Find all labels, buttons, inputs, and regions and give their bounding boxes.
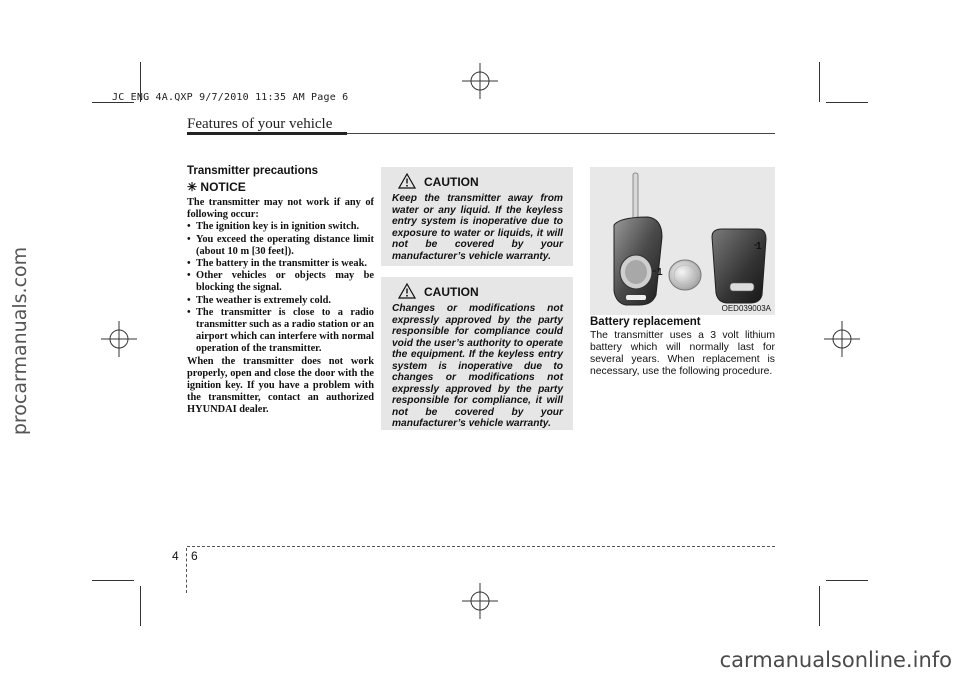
list-item: • The ignition key is in ignition switch. [187,221,374,233]
print-slug: JC ENG 4A.QXP 9/7/2010 11:35 AM Page 6 [112,92,349,103]
caution-header [392,173,563,191]
crop-mark [819,586,820,626]
left-column [187,165,374,417]
crop-mark [140,586,141,626]
battery-replacement-figure [590,167,775,315]
crop-mark [826,102,868,103]
registration-mark-icon [101,321,137,357]
caution-box-water [381,167,573,266]
list-item: • The transmitter is close to a radio transmitter such as a radio station or an airport which can interfere with normal operation of the transmitter. [187,307,374,356]
caution-text: Keep the transmitter away from water or any liquid. If the keyless entry system is inoperative due to exposure to water or liquids, it will not be covered by your manufacturer’s vehicle warranty. [392,193,563,262]
caution-title: CAUTION [424,175,479,189]
battery-replacement-heading: Battery replacement [590,316,701,328]
registration-mark-icon [462,583,498,619]
notice-title: NOTICE [200,180,246,194]
section-title: Features of your vehicle [187,116,333,132]
registration-mark-icon [462,63,498,99]
callout-label: 1 [756,241,762,252]
caution-text: Changes or modifications not expressly approved by the party responsible for compliance could void the user’s authority to operate the equipment. If the keyless entry system is inoperative due to changes or modifications not expressly approved by the party responsible for compliance, it will not be covered by your manufacturer’s vehicle warranty. [392,303,563,429]
caution-box-modifications [381,277,573,430]
notice-heading [187,180,374,194]
registration-mark-icon [824,321,860,357]
right-column [590,316,775,378]
caution-title: CAUTION [424,285,479,299]
figure-code: OED039003A [721,304,771,313]
caution-header [392,283,563,301]
footer-rule [187,546,775,547]
warning-triangle-icon [398,283,416,299]
watermark-side[interactable]: procarmanuals.com [9,246,31,436]
notice-closing: When the transmitter does not work properly, open and close the door with the ignition key. If you have a problem with the transmitter, contact an authorized HYUNDAI dealer. [187,355,374,416]
watermark-bottom[interactable]: carmanualsonline.info [719,648,952,672]
notice-list [187,221,374,355]
crop-mark [826,580,868,581]
battery-replacement-text: The transmitter uses a 3 volt lithium battery which will normally last for several years. When replacement is necessary, use the following procedure. [590,330,775,377]
transmitter-precautions-heading: Transmitter precautions [187,165,319,177]
header-rule [347,133,775,134]
page-number-separator [186,548,187,593]
list-item: • You exceed the operating distance limit (about 10 m [30 feet]). [187,234,374,258]
chapter-number: 4 [172,549,179,563]
key-fob-battery-illustration-icon [590,167,775,315]
notice-icon: ✳ [187,180,198,194]
notice-intro: The transmitter may not work if any of following occur: [187,197,374,221]
crop-mark [819,62,820,102]
header-rule [187,132,347,135]
callout-label: 1 [657,267,663,278]
list-item: • The battery in the transmitter is weak. [187,258,374,270]
page-number: 6 [191,549,198,563]
list-item: • The weather is extremely cold. [187,295,374,307]
warning-triangle-icon [398,173,416,189]
crop-mark [92,580,134,581]
list-item: • Other vehicles or objects may be blocking the signal. [187,270,374,294]
